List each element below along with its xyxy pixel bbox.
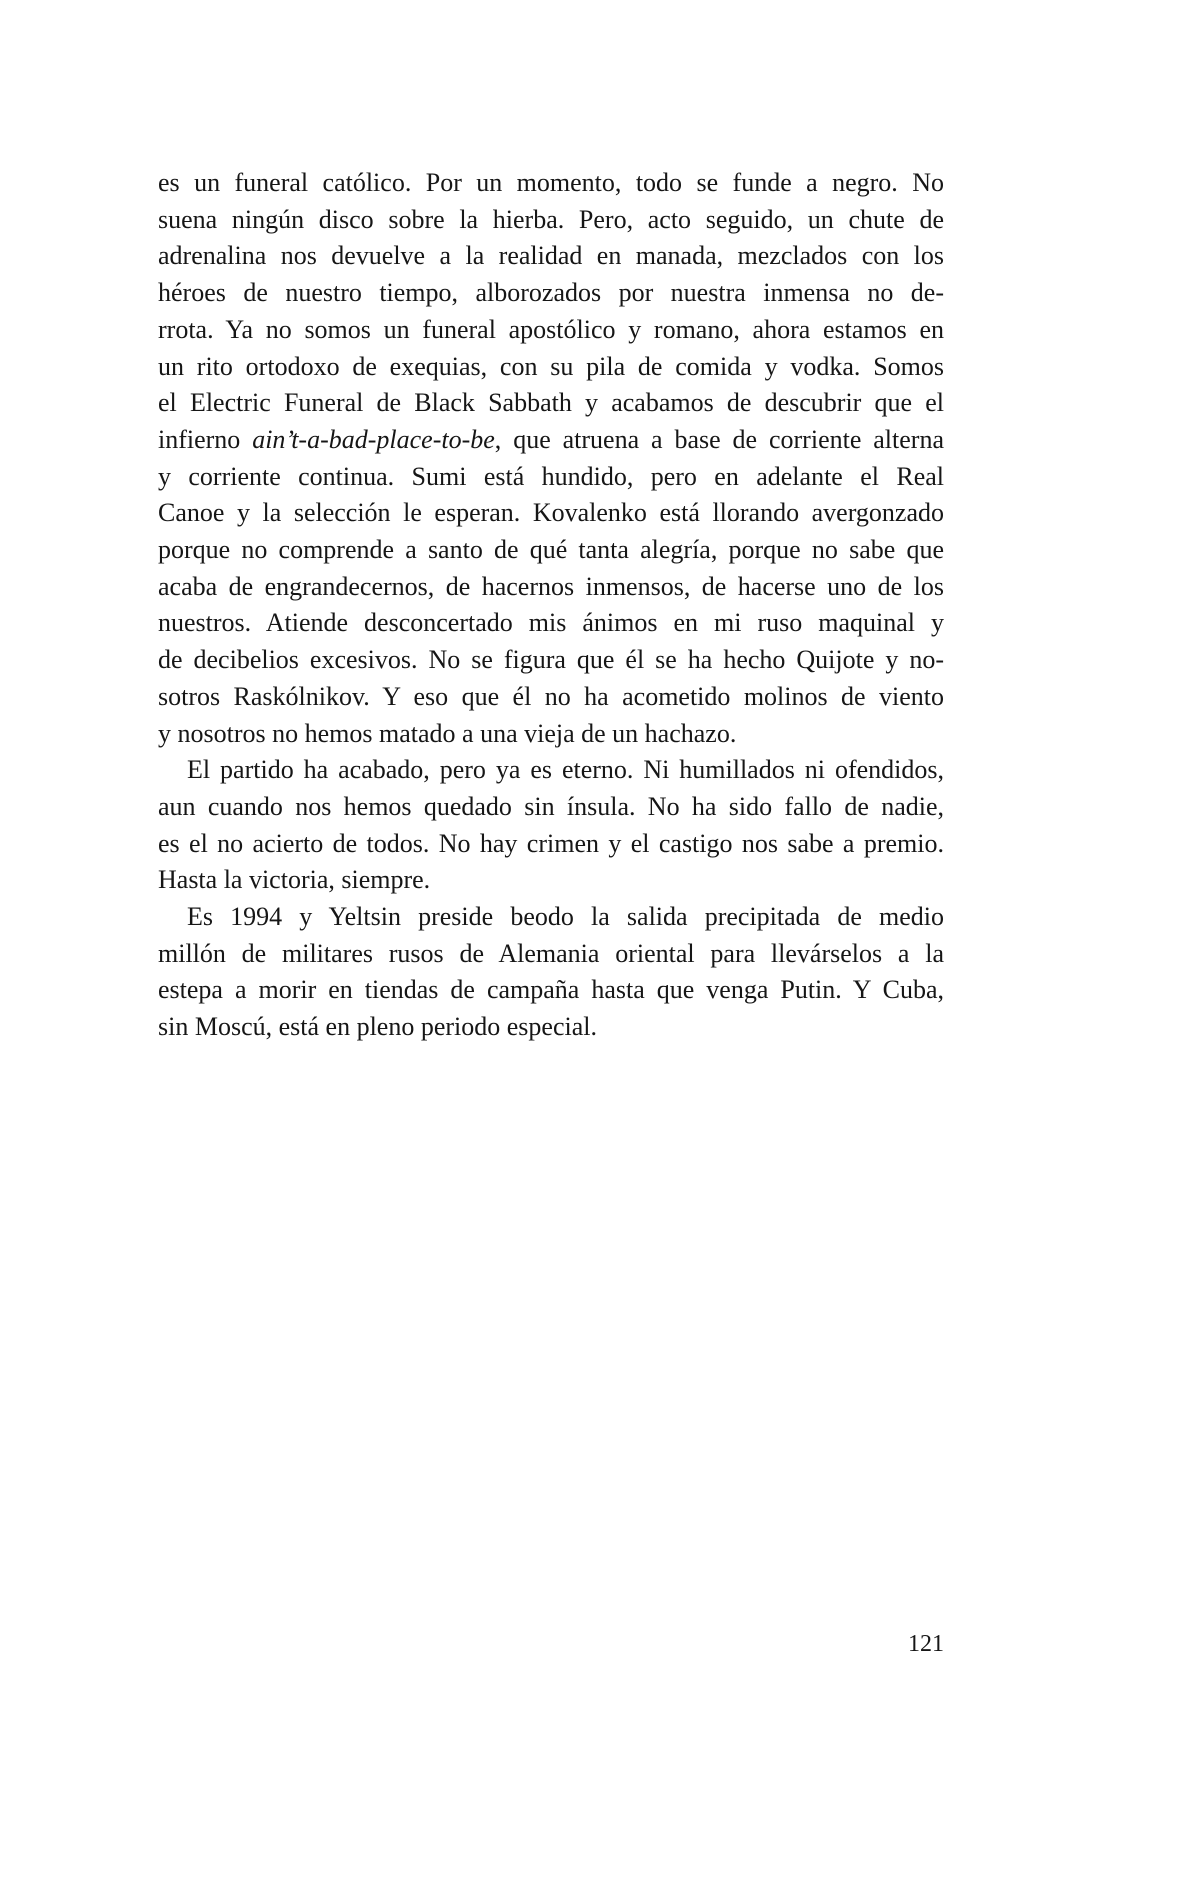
text-line: sotros Raskólnikov. Y eso que él no ha acometido molinos de viento: [158, 681, 944, 711]
text-line: sin Moscú, está en pleno periodo especial.: [158, 1012, 597, 1042]
text-line: suena ningún disco sobre la hierba. Pero, acto seguido, un chute de: [158, 204, 944, 234]
paragraph: [158, 752, 944, 899]
text-line: nuestros. Atiende desconcertado mis ánimos en mi ruso maquinal y: [158, 608, 944, 638]
page-number: 121: [908, 1631, 944, 1657]
text-line: un rito ortodoxo de exequias, con su pila de comida y vodka. Somos: [158, 351, 944, 381]
text-line: adrenalina nos devuelve a la realidad en manada, mezclados con los: [158, 241, 944, 271]
text-line: héroes de nuestro tiempo, alborozados por nuestra inmensa no de-: [158, 278, 944, 308]
text-line: Canoe y la selección le esperan. Kovalenko está llorando avergonzado: [158, 498, 944, 528]
text-line: es un funeral católico. Por un momento, todo se funde a negro. No: [158, 168, 944, 197]
page-text: [158, 165, 944, 1046]
italic-phrase: ain’t-a-bad-place-to-be: [252, 424, 495, 454]
text-line: [158, 422, 944, 459]
text-line: Es 1994 y Yeltsin preside beodo la salida precipitada de medio: [187, 902, 944, 932]
text-line: es el no acierto de todos. No hay crimen y el castigo nos sabe a premio.: [158, 828, 944, 858]
paragraph: [158, 899, 944, 1046]
text-segment: infierno: [158, 424, 253, 454]
text-line: acaba de engrandecernos, de hacernos inmensos, de hacerse uno de los: [158, 571, 944, 601]
text-line: aun cuando nos hemos quedado sin ínsula. No ha sido fallo de nadie,: [158, 791, 944, 821]
text-segment: , que atruena a base de corriente alterna: [494, 424, 944, 454]
text-line: Hasta la victoria, siempre.: [158, 865, 431, 895]
text-line: el Electric Funeral de Black Sabbath y acabamos de descubrir que el: [158, 388, 944, 418]
text-line: y corriente continua. Sumi está hundido, pero en adelante el Real: [158, 461, 944, 491]
text-line: y nosotros no hemos matado a una vieja de un hachazo.: [158, 718, 737, 748]
text-line: rrota. Ya no somos un funeral apostólico y romano, ahora estamos en: [158, 314, 944, 344]
text-line: de decibelios excesivos. No se figura que él se ha hecho Quijote y no-: [158, 645, 944, 675]
paragraph: [158, 165, 944, 752]
text-line: millón de militares rusos de Alemania oriental para llevárselos a la: [158, 938, 944, 968]
text-line: porque no comprende a santo de qué tanta alegría, porque no sabe que: [158, 535, 944, 565]
text-line: estepa a morir en tiendas de campaña hasta que venga Putin. Y Cuba,: [158, 975, 944, 1005]
text-line: El partido ha acabado, pero ya es eterno. Ni humillados ni ofendidos,: [187, 755, 944, 785]
